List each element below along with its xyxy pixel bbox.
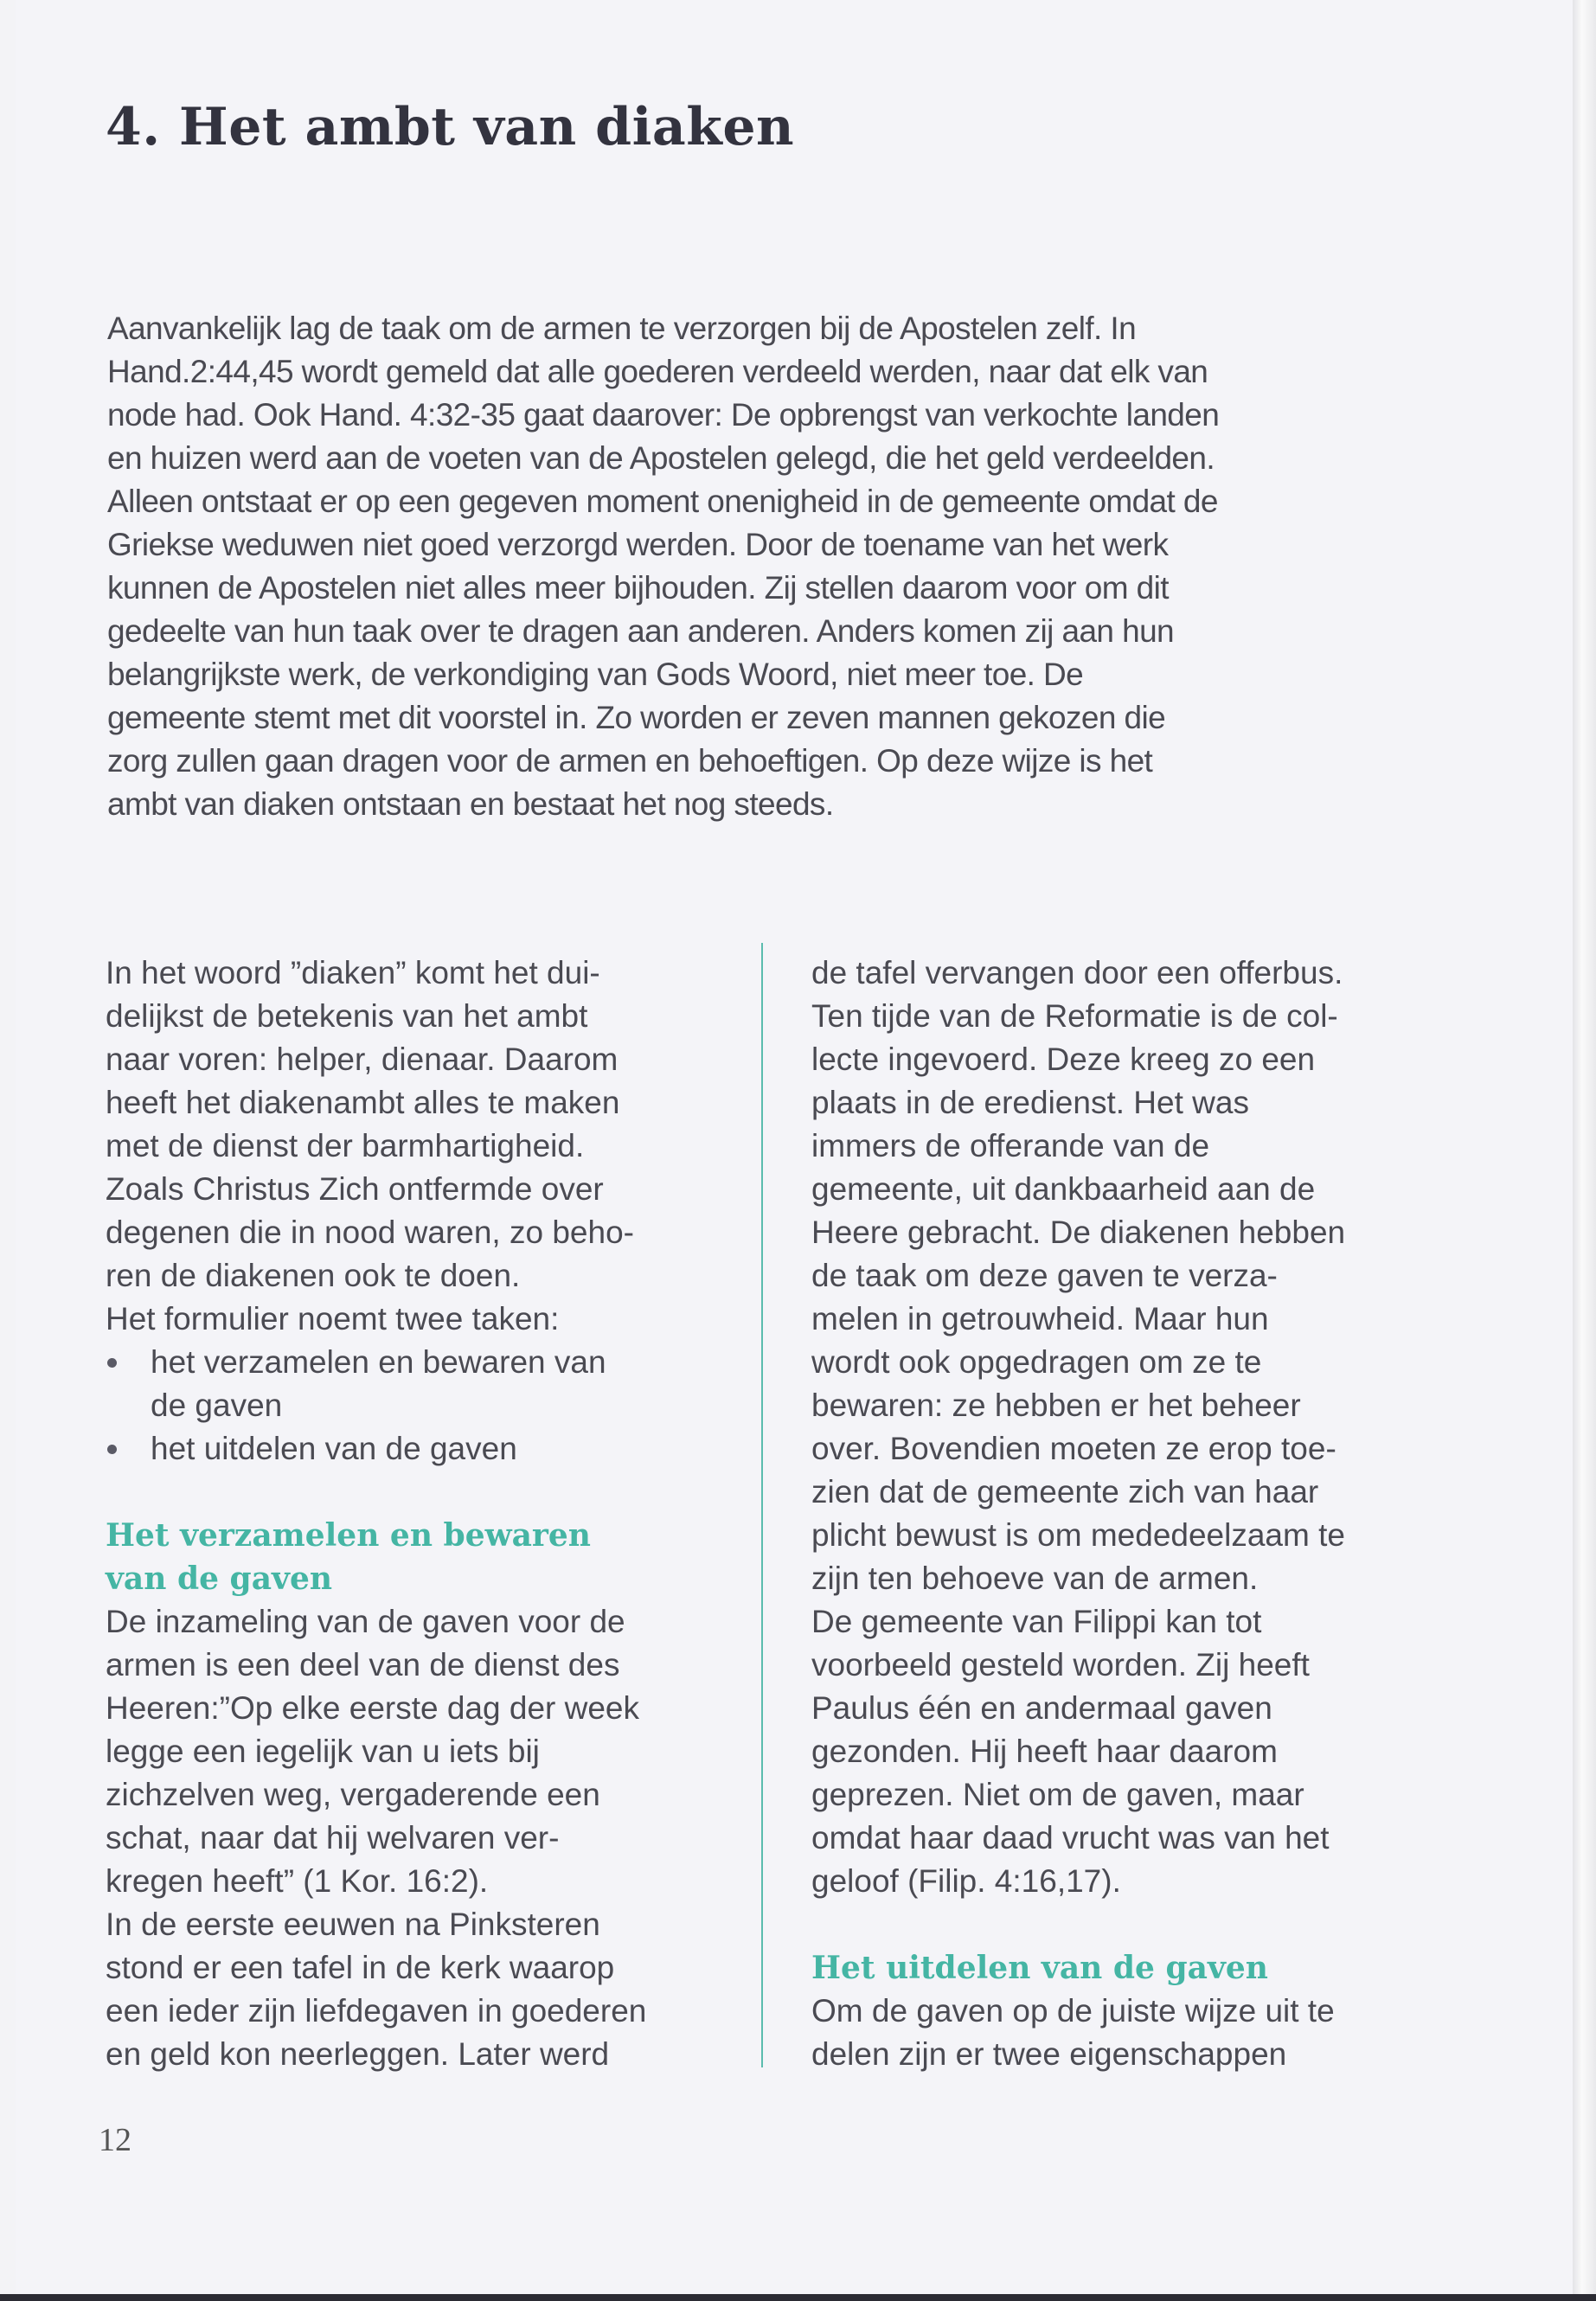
text-line: zijn ten behoeve van de armen.	[811, 1561, 1259, 1596]
page-edge	[1573, 0, 1596, 2301]
text-line: Hand.2:44,45 wordt gemeld dat alle goederen verdeeld werden, naar dat elk van	[107, 354, 1208, 389]
text-line: Aanvankelijk lag de taak om de armen te verzorgen bij de Apostelen zelf. In	[107, 311, 1137, 346]
text-line: gemeente stemt met dit voorstel in. Zo worden er zeven mannen gekozen die	[107, 700, 1166, 735]
text-line: een ieder zijn liefdegaven in goederen	[106, 1993, 647, 2029]
text-line: stond er een tafel in de kerk waarop	[106, 1950, 615, 1985]
text-line: Om de gaven op de juiste wijze uit te	[811, 1993, 1335, 2029]
text-line: voorbeeld gesteld worden. Zij heeft	[811, 1647, 1310, 1682]
right-column	[811, 952, 1452, 2076]
text-line: belangrijkste werk, de verkondiging van Gods Woord, niet meer toe. De	[107, 657, 1084, 692]
intro-paragraph	[107, 307, 1219, 826]
text-line: schat, naar dat hij welvaren ver-	[106, 1820, 560, 1856]
section-heading	[811, 1946, 1452, 1990]
text-line: naar voren: helper, dienaar. Daarom	[106, 1042, 619, 1077]
text-line: Het verzamelen en bewaren	[106, 1517, 591, 1554]
left-column	[106, 952, 711, 2076]
chapter-title: 4. Het ambt van diaken	[106, 97, 795, 157]
left-para1	[106, 952, 711, 1341]
text-line: kunnen de Apostelen niet alles meer bijhouden. Zij stellen daarom voor om dit	[107, 570, 1169, 606]
text-line: zichzelven weg, vergaderende een	[106, 1777, 600, 1812]
text-line: Heeren:”Op elke eerste dag der week	[106, 1690, 640, 1726]
text-line: het verzamelen en bewaren van	[151, 1344, 606, 1380]
text-line: ren de diakenen ook te doen.	[106, 1258, 521, 1293]
text-line: Paulus één en andermaal gaven	[811, 1690, 1272, 1726]
text-line: en geld kon neerleggen. Later werd	[106, 2036, 610, 2072]
text-line: delen zijn er twee eigenschappen	[811, 2036, 1287, 2072]
text-line: De inzameling van de gaven voor de	[106, 1604, 625, 1639]
text-line: lecte ingevoerd. Deze kreeg zo een	[811, 1042, 1316, 1077]
spacer	[106, 1471, 711, 1514]
text-line: omdat haar daad vrucht was van het	[811, 1820, 1330, 1856]
text-line: ambt van diaken ontstaan en bestaat het nog steeds.	[107, 786, 834, 822]
text-line: delijkst de betekenis van het ambt	[106, 998, 588, 1034]
column-divider	[761, 943, 763, 2067]
text-line: wordt ook opgedragen om ze te	[811, 1344, 1262, 1380]
text-line: Het uitdelen van de gaven	[811, 1950, 1268, 1986]
text-line: node had. Ook Hand. 4:32-35 gaat daarover: De opbrengst van verkochte landen	[107, 397, 1220, 433]
text-line: de gaven	[151, 1388, 283, 1423]
text-line: en huizen werd aan de voeten van de Apostelen gelegd, die het geld verdeelden.	[107, 440, 1215, 476]
right-para1	[811, 952, 1452, 1903]
text-line: melen in getrouwheid. Maar hun	[811, 1301, 1269, 1336]
bullet-icon	[107, 1445, 117, 1454]
text-line: bewaren: ze hebben er het beheer	[811, 1388, 1301, 1423]
bullet-item	[106, 1427, 711, 1471]
text-line: gemeente, uit dankbaarheid aan de	[811, 1171, 1316, 1207]
text-line: In de eerste eeuwen na Pinksteren	[106, 1907, 600, 1942]
text-line: kregen heeft” (1 Kor. 16:2).	[106, 1863, 489, 1899]
bullet-list	[106, 1341, 711, 1471]
page-number: 12	[99, 2122, 131, 2158]
bullet-icon	[107, 1358, 117, 1368]
text-line: immers de offerande van de	[811, 1128, 1210, 1163]
text-line: met de dienst der barmhartigheid.	[106, 1128, 585, 1163]
bullet-text	[151, 1341, 711, 1427]
text-line: geloof (Filip. 4:16,17).	[811, 1863, 1121, 1899]
text-line: Griekse weduwen niet goed verzorgd werden. Door de toename van het werk	[107, 527, 1169, 562]
text-line: zien dat de gemeente zich van haar	[811, 1474, 1319, 1509]
bullet-item	[106, 1341, 711, 1427]
text-line: de taak om deze gaven te verza-	[811, 1258, 1278, 1293]
text-line: geprezen. Niet om de gaven, maar	[811, 1777, 1304, 1812]
spacer	[811, 1903, 1452, 1946]
text-line: gedeelte van hun taak over te dragen aan anderen. Anders komen zij aan hun	[107, 613, 1175, 649]
text-line: armen is een deel van de dienst des	[106, 1647, 620, 1682]
bottom-border	[0, 2294, 1596, 2301]
text-line: over. Bovendien moeten ze erop toe-	[811, 1431, 1336, 1466]
text-line: Zoals Christus Zich ontfermde over	[106, 1171, 604, 1207]
left-para2	[106, 1600, 711, 2076]
text-line: Alleen ontstaat er op een gegeven moment onenigheid in de gemeente omdat de	[107, 484, 1218, 519]
text-line: het uitdelen van de gaven	[151, 1431, 517, 1466]
bullet-text	[151, 1427, 711, 1471]
text-line: Heere gebracht. De diakenen hebben	[811, 1215, 1346, 1250]
text-line: van de gaven	[106, 1561, 333, 1597]
section-heading	[106, 1514, 711, 1600]
text-line: degenen die in nood waren, zo beho-	[106, 1215, 634, 1250]
text-line: plicht bewust is om mededeelzaam te	[811, 1517, 1345, 1553]
text-line: Ten tijde van de Reformatie is de col-	[811, 998, 1338, 1034]
text-line: Het formulier noemt twee taken:	[106, 1301, 560, 1336]
text-line: heeft het diakenambt alles te maken	[106, 1085, 620, 1120]
text-line: De gemeente van Filippi kan tot	[811, 1604, 1262, 1639]
text-line: legge een iegelijk van u iets bij	[106, 1734, 540, 1769]
text-line: plaats in de eredienst. Het was	[811, 1085, 1249, 1120]
text-line: de tafel vervangen door een offerbus.	[811, 955, 1343, 990]
right-para2	[811, 1990, 1452, 2076]
text-line: gezonden. Hij heeft haar daarom	[811, 1734, 1278, 1769]
text-line: In het woord ”​diaken” komt het dui-	[106, 955, 600, 990]
text-line: zorg zullen gaan dragen voor de armen en behoeftigen. Op deze wijze is het	[107, 743, 1153, 779]
